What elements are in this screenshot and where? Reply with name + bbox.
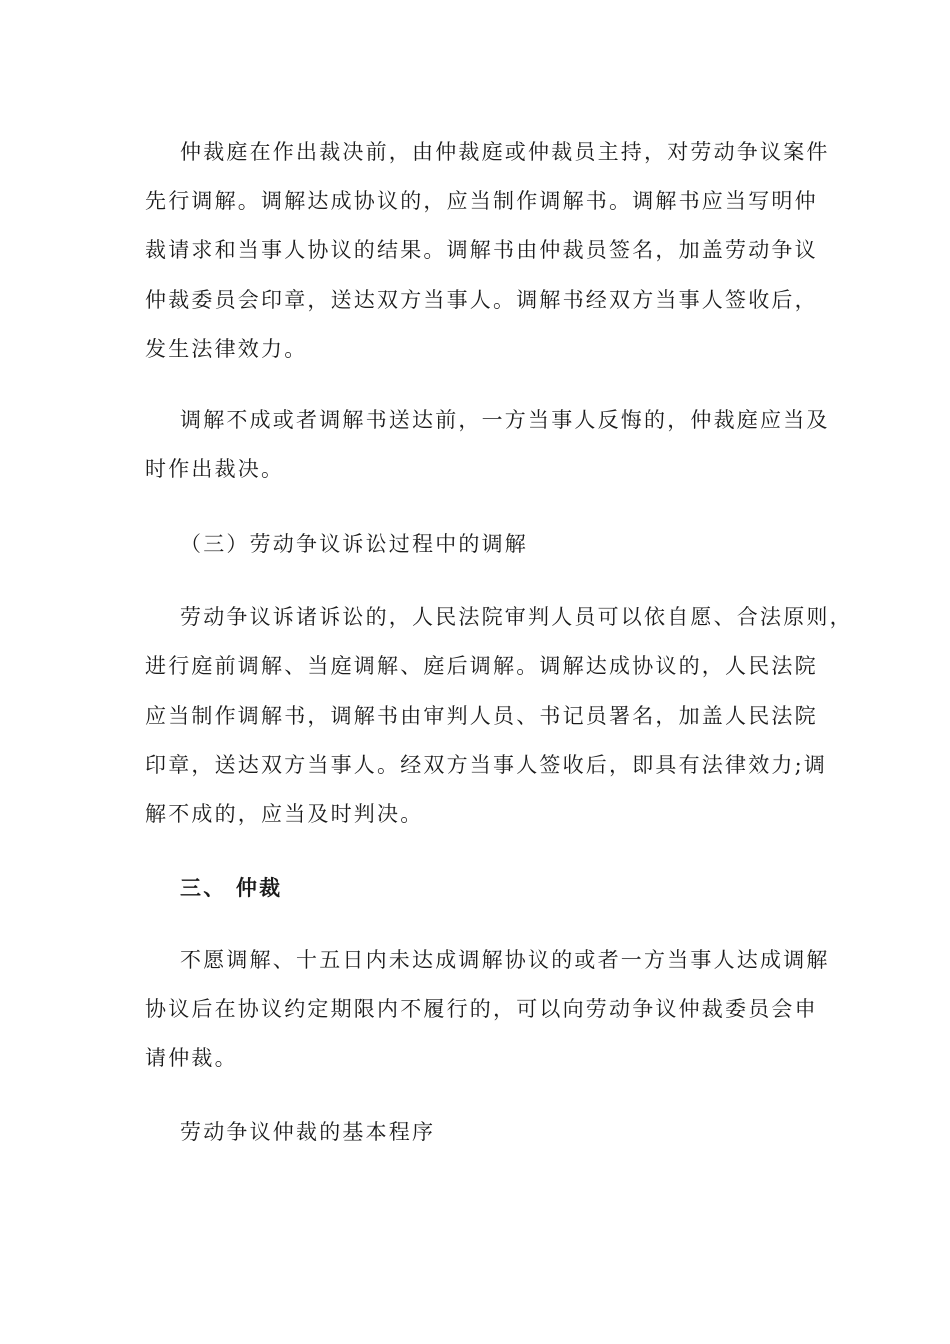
section-heading: 三、 仲裁 [180,876,283,900]
paragraph-line: 裁请求和当事人协议的结果。调解书由仲裁员签名，加盖劳动争议 [145,238,818,262]
paragraph-line: 先行调解。调解达成协议的，应当制作调解书。调解书应当写明仲 [145,189,818,213]
paragraph-line: 仲裁庭在作出裁决前，由仲裁庭或仲裁员主持，对劳动争议案件 [180,140,830,164]
paragraph-line: 解不成的，应当及时判决。 [145,802,424,826]
paragraph-line: 进行庭前调解、当庭调解、庭后调解。调解达成协议的，人民法院 [145,654,818,678]
paragraph-line: 仲裁委员会印章，送达双方当事人。调解书经双方当事人签收后， [145,288,818,312]
paragraph-line: 劳动争议诉诸诉讼的，人民法院审判人员可以依自愿、合法原则， [180,605,853,629]
paragraph-line: 发生法律效力。 [145,337,308,361]
paragraph-line: 劳动争议仲裁的基本程序 [180,1120,436,1144]
paragraph-line: 印章，送达双方当事人。经双方当事人签收后，即具有法律效力;调 [145,753,828,777]
paragraph-line: 时作出裁决。 [145,457,285,481]
section-subheading: （三）劳动争议诉讼过程中的调解 [180,532,528,556]
paragraph-line: 调解不成或者调解书送达前，一方当事人反悔的，仲裁庭应当及 [180,408,830,432]
paragraph-line: 协议后在协议约定期限内不履行的，可以向劳动争议仲裁委员会申 [145,997,818,1021]
paragraph-line: 应当制作调解书，调解书由审判人员、书记员署名，加盖人民法院 [145,704,818,728]
paragraph-line: 不愿调解、十五日内未达成调解协议的或者一方当事人达成调解 [180,948,830,972]
paragraph-line: 请仲裁。 [145,1046,238,1070]
